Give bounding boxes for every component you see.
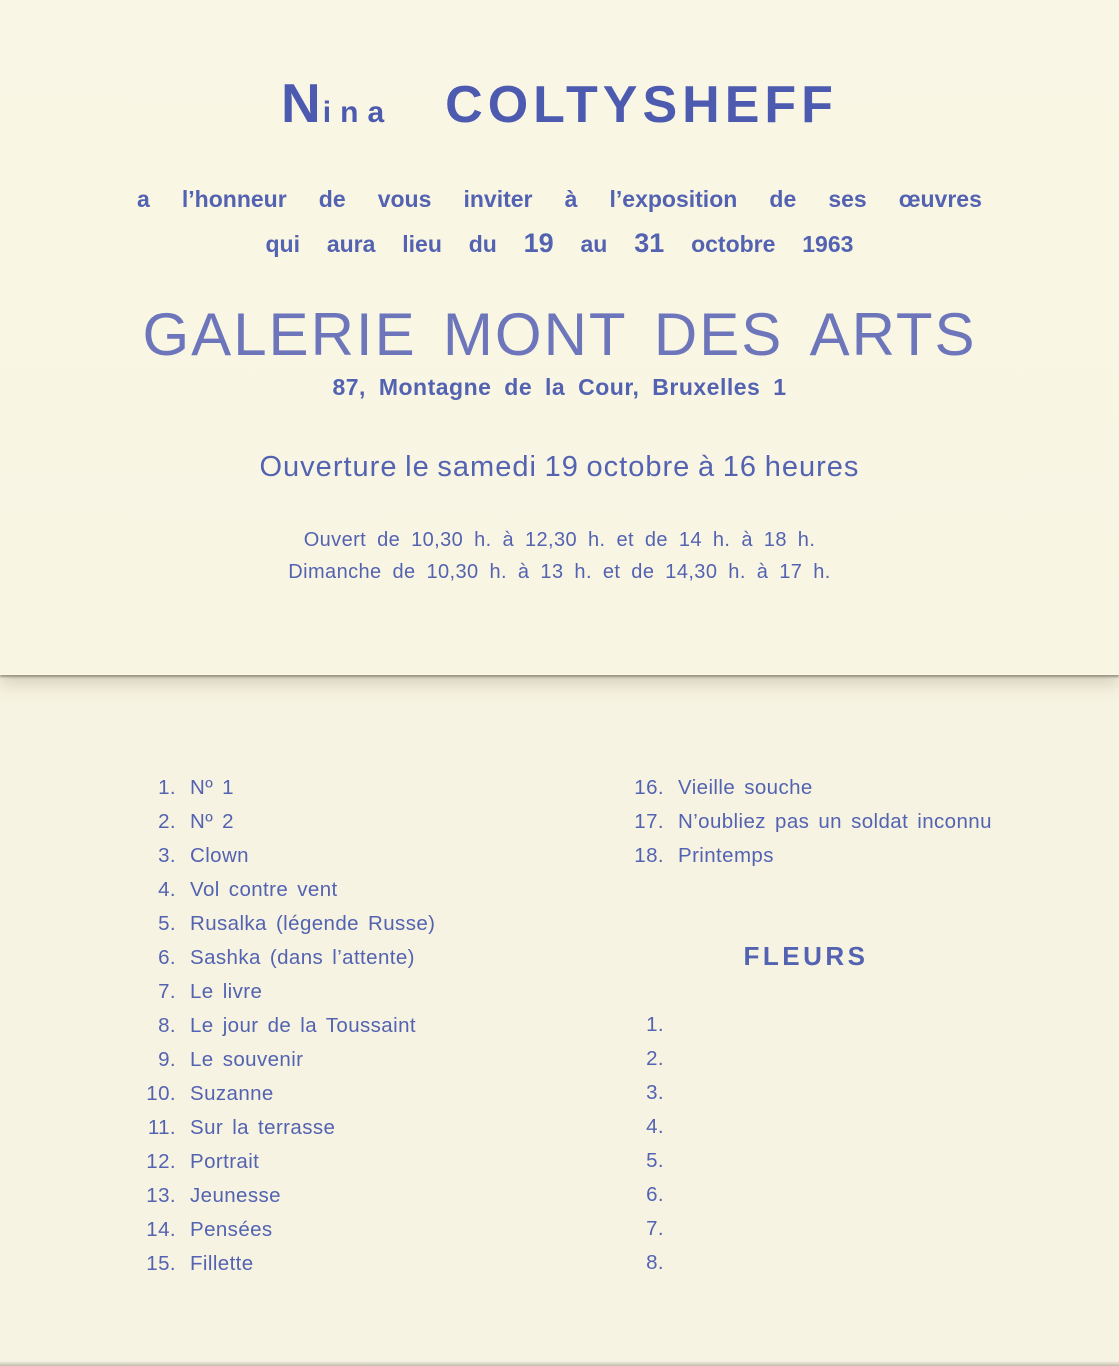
catalog-item: [620, 805, 992, 839]
word: a: [137, 186, 150, 212]
hours-weekdays: Ouvert de 10,30 h. à 12,30 h. et de 14 h. à 18 h.: [303, 529, 816, 551]
word: heures: [764, 451, 860, 483]
catalog-item-title: Le souvenir: [190, 1048, 304, 1071]
catalog-item-number: 12.: [146, 1150, 176, 1173]
catalog-item: [126, 771, 435, 805]
catalog-item-title: Le livre: [190, 980, 263, 1003]
catalog-item-number: 3.: [158, 844, 176, 867]
catalog-list-right: [620, 771, 992, 873]
catalog-item: [126, 941, 435, 975]
catalog-item-title: Printemps: [678, 844, 774, 867]
fleurs-item: [620, 1110, 678, 1144]
hours-sunday: Dimanche de 10,30 h. à 13 h. et de 14,30 h. à 17 h.: [288, 561, 831, 583]
artist-name: [0, 72, 1119, 134]
catalog-item: [620, 771, 992, 805]
catalog-item-title: Clown: [190, 844, 249, 867]
invitation-word: 19: [523, 228, 554, 258]
word: inviter: [463, 186, 533, 212]
catalog-list-left: [126, 771, 435, 1281]
fleurs-item: [620, 1212, 678, 1246]
catalog-item: [126, 907, 435, 941]
catalog-item-number: 13.: [146, 1184, 176, 1207]
catalog-item-number: 6.: [158, 946, 176, 969]
catalog-item-number: 14.: [146, 1218, 176, 1241]
catalog-item: [126, 1145, 435, 1179]
catalog-item: [126, 975, 435, 1009]
fleurs-item-number: 2.: [646, 1047, 664, 1070]
catalog-item: [126, 1213, 435, 1247]
catalog-item-title: Le jour de la Toussaint: [190, 1014, 416, 1037]
catalog-item-title: Portrait: [190, 1150, 260, 1173]
word: ARTS: [809, 301, 977, 368]
catalog-card: [0, 674, 1119, 1366]
invitation-word: qui: [265, 231, 300, 257]
catalog-item-title: Sur la terrasse: [190, 1116, 336, 1139]
invitation-word: du: [468, 231, 497, 257]
fleurs-item-number: 5.: [646, 1149, 664, 1172]
catalog-item: [126, 873, 435, 907]
catalog-item: [620, 839, 992, 873]
catalog-item: [126, 839, 435, 873]
catalog-item: [126, 1009, 435, 1043]
fleurs-item-number: 4.: [646, 1115, 664, 1138]
catalog-item-number: 16.: [634, 776, 664, 799]
fleurs-number-list: [620, 1008, 678, 1280]
catalog-item-title: Nº 2: [190, 810, 234, 833]
catalog-item-title: Fillette: [190, 1252, 254, 1275]
fleurs-item-number: 7.: [646, 1217, 664, 1240]
word: le: [405, 451, 430, 483]
catalog-item-number: 17.: [634, 810, 664, 833]
word: octobre: [586, 451, 691, 483]
invitation-word: 1963: [802, 231, 854, 257]
word: 19: [544, 451, 579, 483]
word: de: [769, 186, 797, 212]
invitation-card: [0, 0, 1119, 675]
catalog-item: [126, 1247, 435, 1281]
catalog-item-title: Jeunesse: [190, 1184, 281, 1207]
word: GALERIE: [142, 301, 417, 368]
opening-line: [260, 451, 860, 484]
fleurs-section-heading: FLEURS: [743, 941, 869, 971]
fleurs-item: [620, 1178, 678, 1212]
catalog-item-title: Rusalka (légende Russe): [190, 912, 436, 935]
invitation-word: au: [580, 231, 608, 257]
catalog-item-title: Suzanne: [190, 1082, 274, 1105]
invitation-word: lieu: [402, 231, 442, 257]
word: de: [318, 186, 346, 212]
invitation-word: aura: [326, 231, 376, 257]
catalog-item-number: 8.: [158, 1014, 176, 1037]
word: l’honneur: [181, 186, 287, 212]
gallery-address: 87, Montagne de la Cour, Bruxelles 1: [332, 374, 787, 400]
fleurs-item-number: 8.: [646, 1251, 664, 1274]
catalog-item-number: 2.: [158, 810, 176, 833]
catalog-item-title: Pensées: [190, 1218, 273, 1241]
catalog-item-number: 1.: [158, 776, 176, 799]
fleurs-item: [620, 1042, 678, 1076]
artist-first-initial: N: [281, 72, 323, 134]
fleurs-item-number: 6.: [646, 1183, 664, 1206]
word: à: [697, 451, 716, 483]
fleurs-item-number: 3.: [646, 1081, 664, 1104]
catalog-item-title: Sashka (dans l’attente): [190, 946, 415, 969]
catalog-item-title: Vol contre vent: [190, 878, 338, 901]
catalog-item-title: Nº 1: [190, 776, 234, 799]
catalog-item: [126, 1179, 435, 1213]
catalog-item-number: 7.: [158, 980, 176, 1003]
word: à: [564, 186, 578, 212]
catalog-item-number: 9.: [158, 1048, 176, 1071]
catalog-item: [126, 1111, 435, 1145]
gallery-name: [143, 300, 977, 369]
catalog-item: [126, 1077, 435, 1111]
catalog-item-number: 4.: [158, 878, 176, 901]
catalog-item-number: 5.: [158, 912, 176, 935]
catalog-item: [126, 805, 435, 839]
word: vous: [377, 186, 432, 212]
artist-first-rest: ina: [322, 96, 394, 129]
invitation-line-2: [266, 228, 854, 259]
word: Ouverture: [259, 451, 398, 483]
word: 16: [722, 451, 758, 483]
invitation-word: 31: [634, 228, 665, 258]
word: DES: [653, 301, 784, 368]
catalog-item-number: 11.: [147, 1116, 176, 1139]
fleurs-item: [620, 1144, 678, 1178]
word: samedi: [437, 451, 537, 483]
invitation-word: octobre: [691, 231, 776, 257]
catalog-item-number: 18.: [634, 844, 664, 867]
word: l’exposition: [609, 186, 738, 212]
fleurs-item: [620, 1246, 678, 1280]
word: ses: [828, 186, 867, 212]
fleurs-item-number: 1.: [646, 1013, 664, 1036]
fleurs-item: [620, 1076, 678, 1110]
word: œuvres: [898, 186, 982, 212]
artist-last-name: COLTYSHEFF: [445, 76, 838, 134]
word: MONT: [442, 301, 628, 368]
catalog-item-title: Vieille souche: [678, 776, 813, 799]
catalog-item: [126, 1043, 435, 1077]
invitation-line-1: [137, 186, 982, 213]
catalog-item-title: N’oubliez pas un soldat inconnu: [678, 810, 992, 833]
catalog-item-number: 10.: [146, 1082, 176, 1105]
catalog-item-number: 15.: [146, 1252, 176, 1275]
fleurs-item: [620, 1008, 678, 1042]
